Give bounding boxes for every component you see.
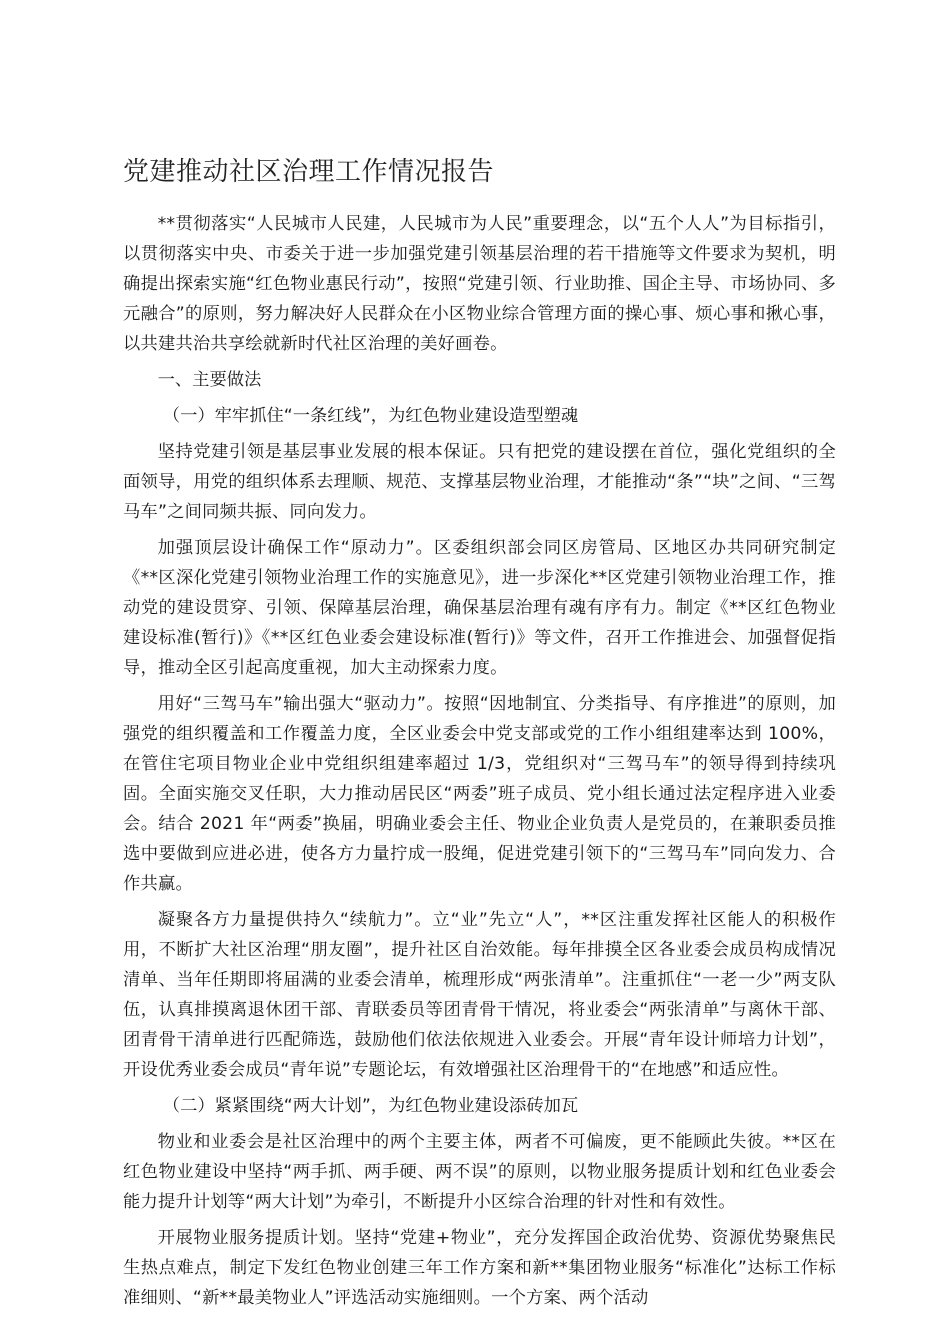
document-page <box>123 152 836 1319</box>
paragraph-property-and-committee: 物业和业委会是社区治理中的两个主要主体，两者不可偏废，更不能顾此失彼。**区在红色物业建设中坚持“两手抓、两手硬、两不误”的原则，以物业服务提质计划和红色业委会能力提升计划等“两大计划”为牵引，不断提升小区综合治理的针对性和有效性。 <box>123 1132 836 1212</box>
paragraph-service-quality-plan: 开展物业服务提质计划。坚持“党建+物业”，充分发挥国企政治优势、资源优势聚焦民生热点难点，制定下发红色物业创建三年工作方案和新**集团物业服务“标准化”达标工作标准细则、“新**最美物业人”评选活动实施细则。一个方案、两个活动 <box>123 1228 836 1308</box>
intro-paragraph: **贯彻落实“人民城市人民建，人民城市为人民”重要理念，以“五个人人”为目标指引，以贯彻落实中央、市委关于进一步加强党建引领基层治理的若干措施等文件要求为契机，明确提出探索实施“红色物业惠民行动”，按照“党建引领、行业助推、国企主导、市场协同、多元融合”的原则，努力解决好人民群众在小区物业综合管理方面的操心事、烦心事和揪心事，以共建共治共享绘就新时代社区治理的美好画卷。 <box>123 214 836 354</box>
document-title: 党建推动社区治理工作情况报告 <box>123 157 495 187</box>
paragraph-three-carriages: 用好“三驾马车”输出强大“驱动力”。按照“因地制宜、分类指导、有序推进”的原则，加强党的组织覆盖和工作覆盖力度，全区业委会中党支部或党的工作小组组建率达到 100%，在管住宅项目物业企业中党组织组建率超过 1/3，党组织对“三驾马车”的领导得到持续巩固。全面实施交叉任职，大力推动居民区“两委”班子成员、党小组长通过法定程序进入业委会。结合 2021 年“两委”换届，明确业委会主任、物业企业负责人是党员的，在兼职委员推选中要做到应进必进，使各方力量拧成一股绳，促进党建引领下的“三驾马车”同向发力、合作共赢。 <box>123 694 836 894</box>
paragraph-party-leadership: 坚持党建引领是基层事业发展的根本保证。只有把党的建设摆在首位，强化党组织的全面领导，用党的组织体系去理顺、规范、支撑基层物业治理，才能推动“条”“块”之间、“三驾马车”之间同频共振、同向发力。 <box>123 442 836 522</box>
paragraph-gather-forces: 凝聚各方力量提供持久“续航力”。立“业”先立“人”，**区注重发挥社区能人的积极作用，不断扩大社区治理“朋友圈”，提升社区自治效能。每年排摸全区各业委会成员构成情况清单、当年任期即将届满的业委会清单，梳理形成“两张清单”。注重抓住“一老一少”两支队伍，认真排摸离退休团干部、青联委员等团青骨干情况，将业委会“两张清单”与离休干部、团青骨干清单进行匹配筛选，鼓励他们依法依规进入业委会。开展“青年设计师培力计划”，开设优秀业委会成员“青年说”专题论坛，有效增强社区治理骨干的“在地感”和适应性。 <box>123 910 836 1080</box>
section-heading-main-practices: 一、主要做法 <box>157 370 262 390</box>
paragraph-top-level-design: 加强顶层设计确保工作“原动力”。区委组织部会同区房管局、区地区办共同研究制定《**区深化党建引领物业治理工作的实施意见》，进一步深化**区党建引领物业治理工作，推动党的建设贯穿、引领、保障基层治理，确保基层治理有魂有序有力。制定《**区红色物业建设标准(暂行)》《**区红色业委会建设标准(暂行)》等文件，召开工作推进会、加强督促指导，推动全区引起高度重视，加大主动探索力度。 <box>123 538 836 678</box>
subsection-heading-two-plans: （二）紧紧围绕“两大计划”，为红色物业建设添砖加瓦 <box>162 1096 579 1116</box>
subsection-heading-red-line: （一）牢牢抓住“一条红线”，为红色物业建设造型塑魂 <box>162 406 579 426</box>
